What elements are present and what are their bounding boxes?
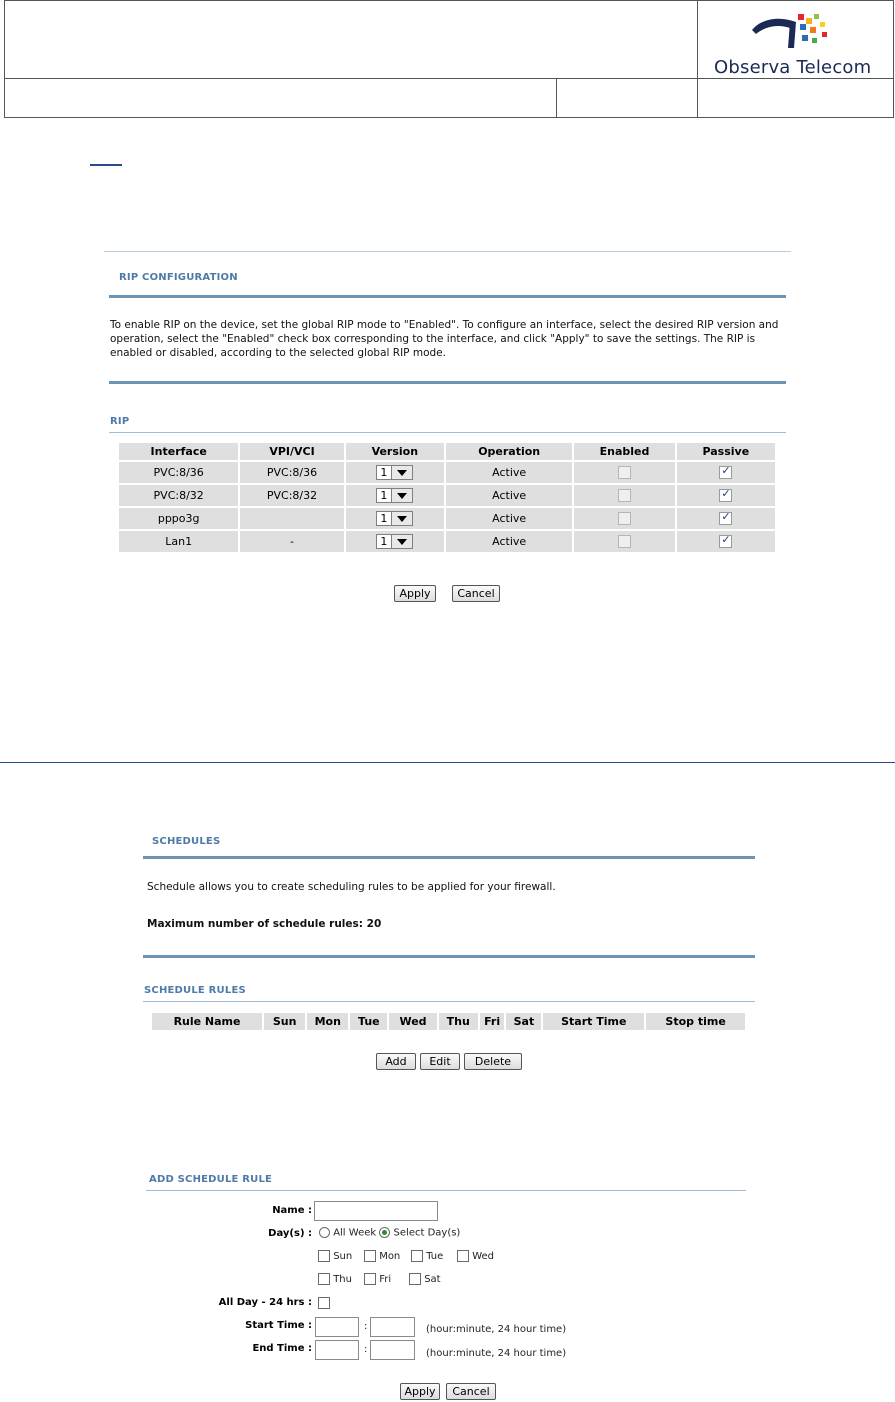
passive-checkbox[interactable]	[719, 489, 732, 502]
section-top-rule	[104, 251, 791, 252]
column-header: Interface	[119, 443, 238, 460]
header-divider	[5, 78, 893, 79]
rip-table	[117, 441, 777, 554]
day-label: Sat	[424, 1274, 441, 1285]
add-schedule-rule-title: ADD SCHEDULE RULE	[149, 1174, 273, 1185]
rip-description: To enable RIP on the device, set the global RIP mode to "Enabled". To configure an interface, select the desired RIP version and operation, select the "Enabled" check box corresponding to the interface, and click "Apply" to save the settings. The RIP is enabled or disabled, according to the selected global RIP mode.	[110, 319, 779, 359]
column-header: Enabled	[574, 443, 674, 460]
version-select[interactable]	[376, 511, 413, 526]
column-header: Wed	[389, 1013, 436, 1030]
table-row	[119, 485, 775, 506]
section-rule	[109, 295, 786, 298]
end-minute-input[interactable]	[370, 1340, 415, 1360]
version-value: 1	[380, 512, 388, 525]
passive-cell	[677, 531, 775, 552]
end-time-label: End Time :	[252, 1343, 312, 1354]
section-rule	[143, 1001, 755, 1002]
schedule-rules-table	[150, 1011, 747, 1032]
select-days-radio[interactable]	[379, 1227, 390, 1238]
version-cell	[346, 531, 444, 552]
enabled-cell	[574, 485, 674, 506]
dropdown-arrow-icon	[391, 535, 412, 548]
version-value: 1	[380, 489, 388, 502]
company-logo-icon	[750, 8, 840, 56]
vpivci-cell: PVC:8/36	[240, 462, 343, 483]
vpivci-cell: PVC:8/32	[240, 485, 343, 506]
dropdown-arrow-icon	[391, 466, 412, 479]
start-minute-input[interactable]	[370, 1317, 415, 1337]
day-checkbox-wed[interactable]	[457, 1250, 494, 1262]
version-select[interactable]	[376, 488, 413, 503]
enabled-checkbox[interactable]	[618, 489, 631, 502]
table-header-row	[152, 1013, 745, 1030]
schedules-description: Schedule allows you to create scheduling rules to be applied for your firewall.	[147, 881, 556, 893]
version-value: 1	[380, 466, 388, 479]
column-header: Fri	[480, 1013, 505, 1030]
page-divider	[0, 762, 895, 763]
section-rule	[109, 432, 786, 433]
column-header: Start Time	[543, 1013, 644, 1030]
day-checkbox-tue[interactable]	[411, 1250, 443, 1262]
table-row	[119, 508, 775, 529]
version-value: 1	[380, 535, 388, 548]
days-label: Day(s) :	[268, 1228, 312, 1239]
all-week-label: All Week	[333, 1227, 377, 1239]
header-divider	[556, 78, 557, 117]
enabled-cell	[574, 508, 674, 529]
enabled-cell	[574, 531, 674, 552]
delete-button[interactable]: Delete	[464, 1053, 522, 1070]
schedule-cancel-button[interactable]: Cancel	[446, 1383, 496, 1400]
schedules-title: SCHEDULES	[152, 836, 221, 847]
rip-apply-button[interactable]: Apply	[394, 585, 436, 602]
day-checkbox-thu[interactable]	[318, 1273, 352, 1285]
day-label: Thu	[333, 1274, 352, 1285]
column-header: Tue	[350, 1013, 387, 1030]
start-time-hint: (hour:minute, 24 hour time)	[426, 1324, 567, 1335]
interface-cell: Lan1	[119, 531, 238, 552]
all-week-radio[interactable]	[319, 1227, 330, 1238]
interface-cell: pppo3g	[119, 508, 238, 529]
operation-cell: Active	[446, 462, 572, 483]
day-checkbox-sun[interactable]	[318, 1250, 352, 1262]
operation-cell: Active	[446, 485, 572, 506]
rip-section-label: RIP	[110, 416, 130, 427]
day-label: Tue	[426, 1251, 444, 1262]
passive-cell	[677, 508, 775, 529]
version-cell	[346, 485, 444, 506]
dropdown-arrow-icon	[391, 489, 412, 502]
passive-cell	[677, 462, 775, 483]
rule-name-input[interactable]	[314, 1201, 438, 1221]
version-select[interactable]	[376, 465, 413, 480]
day-label: Fri	[379, 1274, 392, 1285]
day-mode-group	[319, 1227, 460, 1239]
passive-checkbox[interactable]	[719, 466, 732, 479]
select-days-label: Select Day(s)	[393, 1227, 461, 1239]
column-header: VPI/VCI	[240, 443, 343, 460]
day-checkbox-sat[interactable]	[409, 1273, 441, 1285]
operation-cell: Active	[446, 531, 572, 552]
time-colon: :	[364, 1344, 368, 1355]
vpivci-cell	[240, 508, 343, 529]
schedule-rules-label: SCHEDULE RULES	[144, 985, 246, 996]
column-header: Mon	[307, 1013, 348, 1030]
edit-button[interactable]: Edit	[420, 1053, 460, 1070]
passive-checkbox[interactable]	[719, 535, 732, 548]
section-rule	[109, 381, 786, 384]
section-rule	[146, 1190, 746, 1191]
enabled-checkbox[interactable]	[618, 512, 631, 525]
rip-config-title: RIP CONFIGURATION	[119, 272, 238, 283]
day-checkbox-mon[interactable]	[364, 1250, 400, 1262]
interface-cell: PVC:8/32	[119, 485, 238, 506]
version-cell	[346, 508, 444, 529]
add-button[interactable]: Add	[376, 1053, 416, 1070]
table-row	[119, 531, 775, 552]
column-header: Stop time	[646, 1013, 745, 1030]
all-day-label: All Day - 24 hrs :	[218, 1297, 312, 1308]
start-time-label: Start Time :	[245, 1320, 312, 1331]
header-divider	[697, 1, 698, 117]
rip-cancel-button[interactable]: Cancel	[452, 585, 500, 602]
end-hour-input[interactable]	[315, 1340, 359, 1360]
enabled-cell	[574, 462, 674, 483]
operation-cell: Active	[446, 508, 572, 529]
name-label: Name :	[272, 1205, 312, 1216]
table-row	[119, 462, 775, 483]
schedule-apply-button[interactable]: Apply	[400, 1383, 440, 1400]
passive-checkbox[interactable]	[719, 512, 732, 525]
version-select[interactable]	[376, 534, 413, 549]
all-day-checkbox[interactable]	[318, 1297, 330, 1309]
start-hour-input[interactable]	[315, 1317, 359, 1337]
time-colon: :	[364, 1321, 368, 1332]
link-underline	[90, 164, 122, 166]
day-checkbox-fri[interactable]	[364, 1273, 391, 1285]
section-rule	[143, 955, 755, 958]
day-label: Wed	[472, 1251, 494, 1262]
column-header: Passive	[677, 443, 775, 460]
column-header: Thu	[439, 1013, 478, 1030]
company-name: Observa Telecom	[714, 57, 872, 78]
version-cell	[346, 462, 444, 483]
day-label: Mon	[379, 1251, 401, 1262]
passive-cell	[677, 485, 775, 506]
enabled-checkbox[interactable]	[618, 466, 631, 479]
column-header: Version	[346, 443, 444, 460]
column-header: Sat	[506, 1013, 541, 1030]
day-label: Sun	[333, 1251, 353, 1262]
vpivci-cell: -	[240, 531, 343, 552]
end-time-hint: (hour:minute, 24 hour time)	[426, 1348, 567, 1359]
column-header: Sun	[264, 1013, 305, 1030]
table-header-row	[119, 443, 775, 460]
max-schedule-rules: Maximum number of schedule rules: 20	[147, 918, 382, 930]
dropdown-arrow-icon	[391, 512, 412, 525]
column-header: Operation	[446, 443, 572, 460]
section-rule	[143, 856, 755, 859]
interface-cell: PVC:8/36	[119, 462, 238, 483]
enabled-checkbox[interactable]	[618, 535, 631, 548]
column-header: Rule Name	[152, 1013, 262, 1030]
